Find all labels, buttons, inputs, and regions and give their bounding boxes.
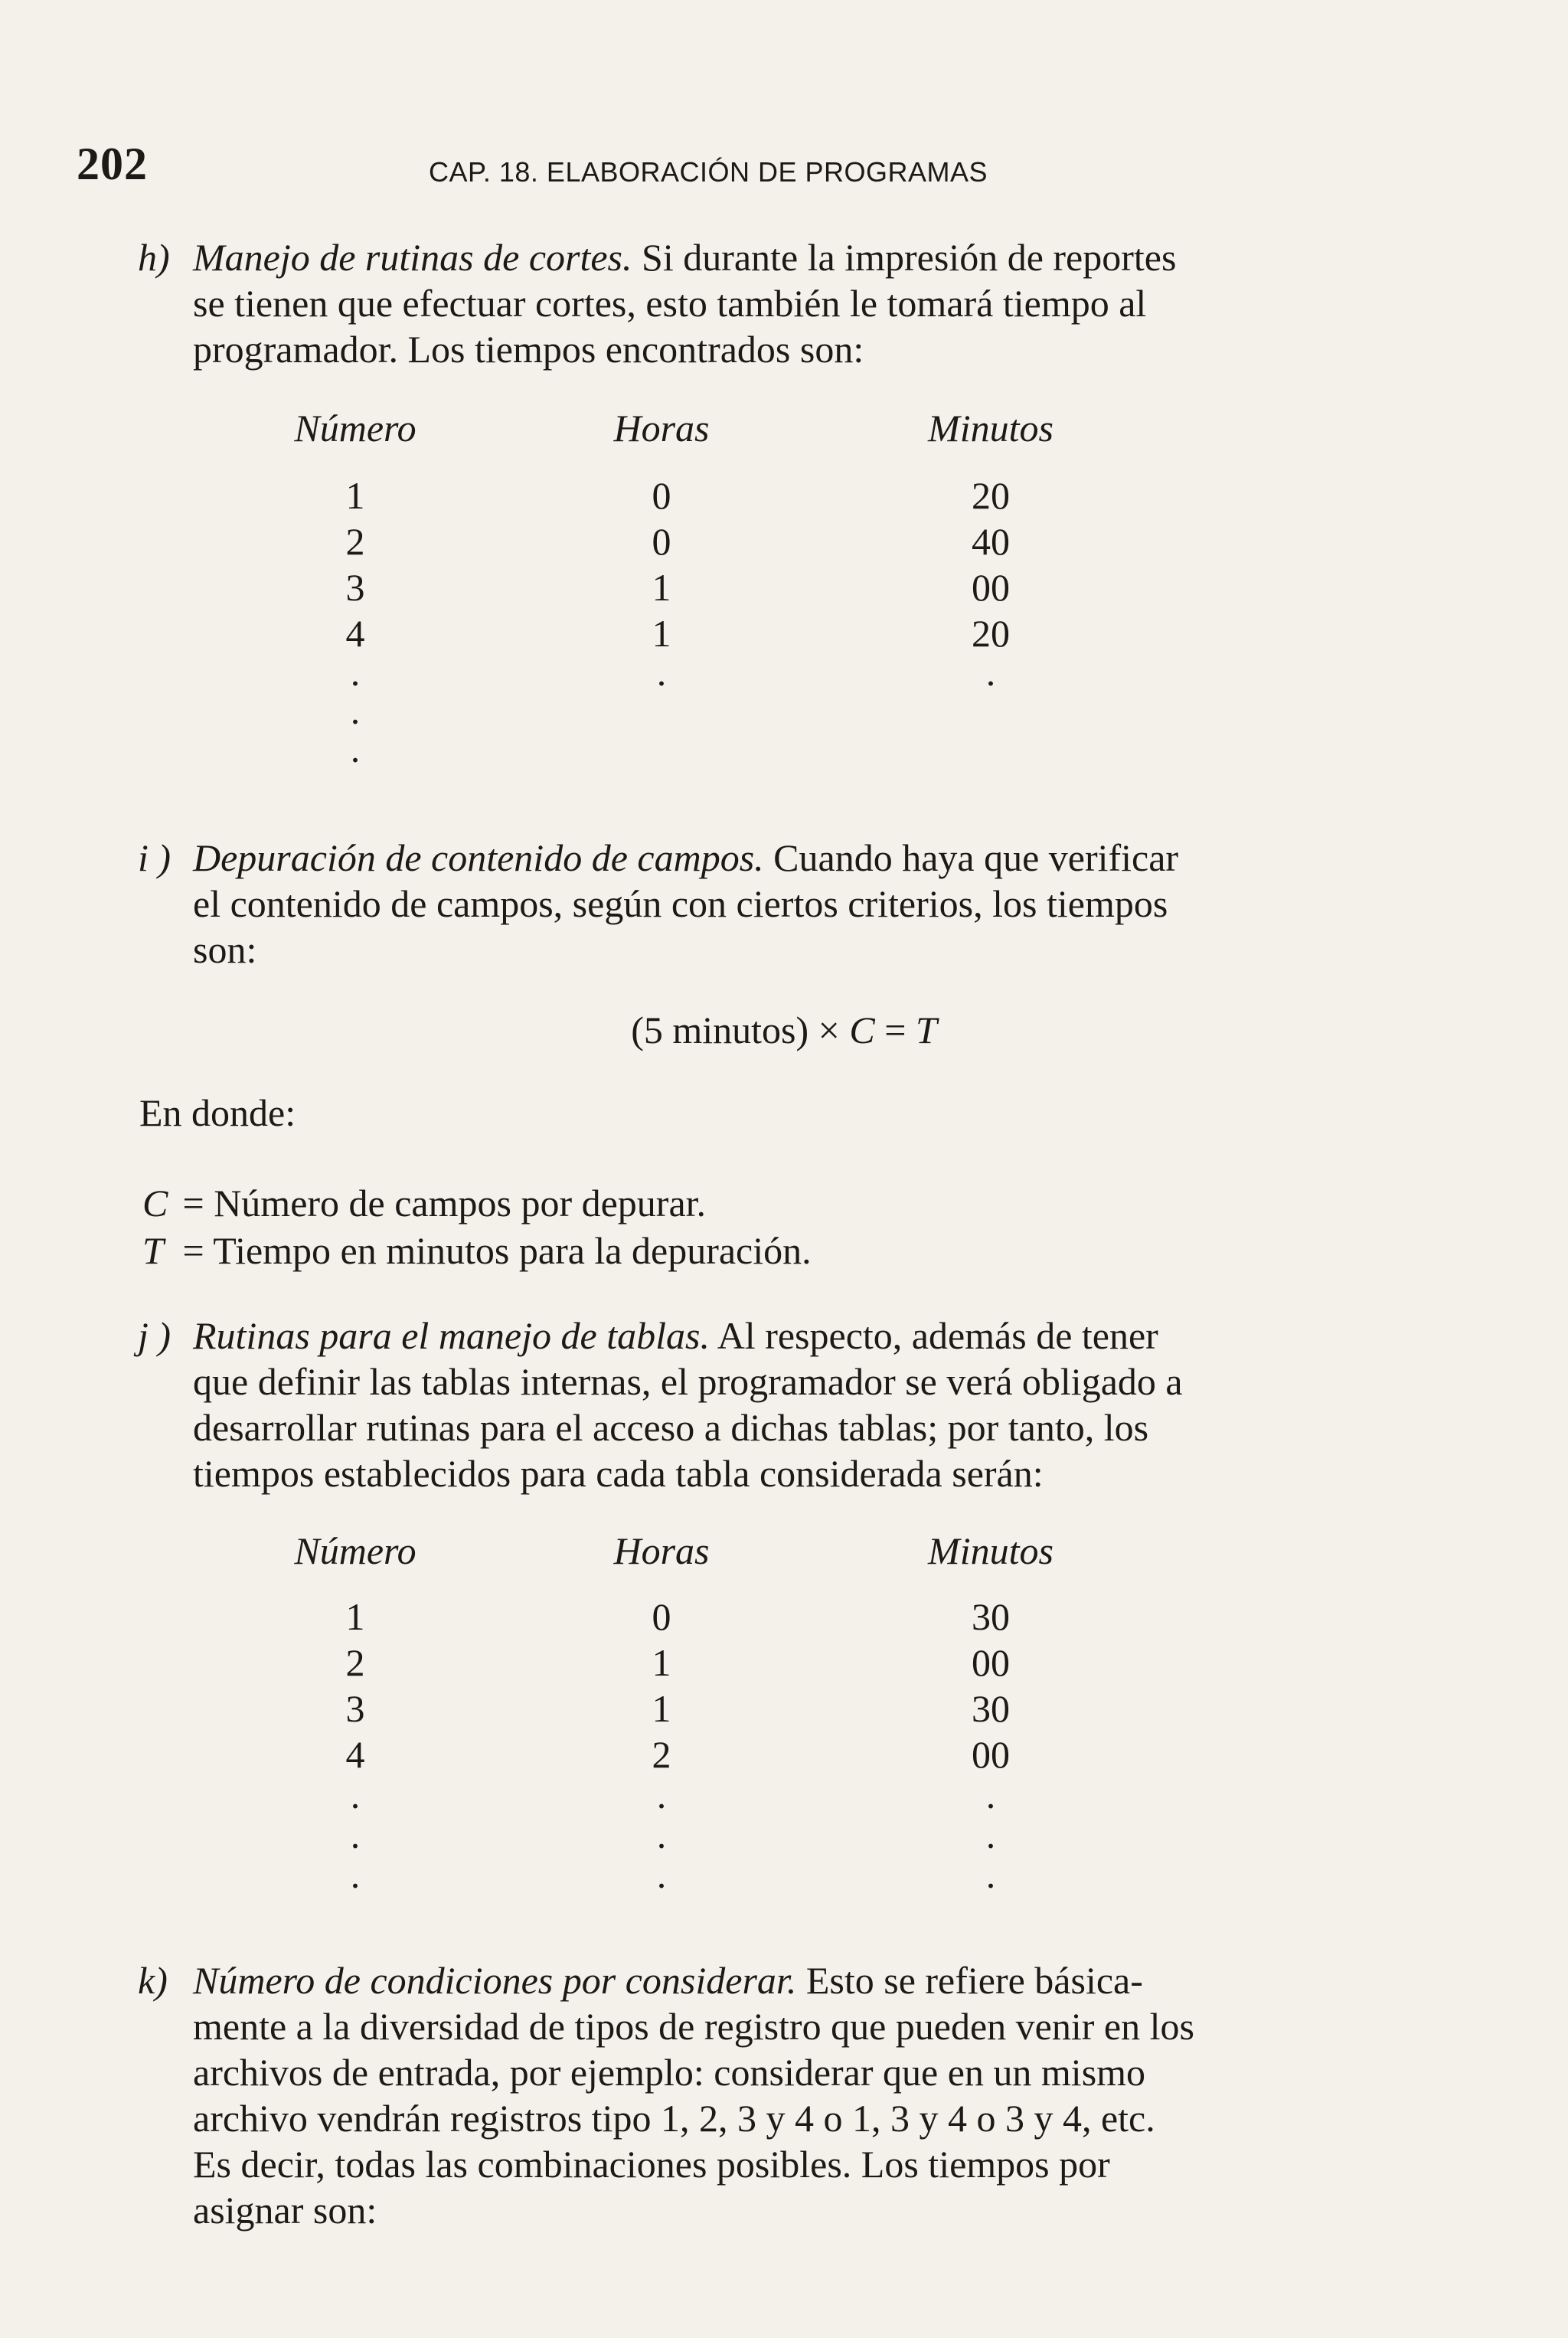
table-row xyxy=(0,1686,1568,1732)
paragraph-line: mente a la diversidad de tipos de registro que pueden venir en los xyxy=(193,2005,1194,2048)
cell-hours: 1 xyxy=(652,1641,671,1684)
cell-hours: 2 xyxy=(652,1733,671,1776)
cell-hours: 1 xyxy=(652,1687,671,1730)
ellipsis-dot: . xyxy=(985,1813,996,1856)
cell-minutes: 00 xyxy=(972,1733,1010,1776)
formula-var-t: T xyxy=(915,1009,937,1051)
table-row xyxy=(0,1594,1568,1640)
formula-text: (5 minutos) × xyxy=(631,1009,850,1051)
section-j xyxy=(138,1313,1340,1496)
column-header-number: Número xyxy=(294,1529,416,1572)
paragraph-line: archivo vendrán registros tipo 1, 2, 3 y 4 o 1, 3 y 4 o 3 y 4, etc. xyxy=(193,2097,1155,2140)
ellipsis-dot: . xyxy=(656,1813,667,1856)
ellipsis-row xyxy=(0,1853,1568,1905)
table-row xyxy=(0,1732,1568,1778)
ellipsis-dot: . xyxy=(985,651,996,694)
section-h xyxy=(138,234,1340,372)
table-row xyxy=(0,565,1568,611)
paragraph-line: Cuando haya que verificar xyxy=(763,836,1179,879)
section-heading: Número de condiciones por considerar. xyxy=(193,1959,797,2002)
page-header xyxy=(77,130,1378,199)
formula-var-c: C xyxy=(849,1009,875,1051)
cell-number: 3 xyxy=(345,566,365,609)
cell-number: 2 xyxy=(345,520,365,563)
table-header xyxy=(0,1529,1568,1574)
ellipsis-dot: . xyxy=(350,1853,361,1896)
ellipsis-dot: . xyxy=(350,1774,361,1816)
definition-list xyxy=(142,1179,812,1274)
paragraph-line: el contenido de campos, según con ciertos criterios, los tiempos xyxy=(193,882,1168,925)
definition-item xyxy=(142,1179,812,1227)
section-heading: Rutinas para el manejo de tablas. xyxy=(193,1314,710,1357)
section-marker: j ) xyxy=(138,1314,172,1357)
ellipsis-dot: . xyxy=(350,1813,361,1856)
definition-text: = Tiempo en minutos para la depuración. xyxy=(173,1229,812,1272)
cell-minutes: 20 xyxy=(972,612,1010,655)
cell-minutes: 20 xyxy=(972,474,1010,517)
paragraph-line: que definir las tablas internas, el programador se verá obligado a xyxy=(193,1360,1183,1403)
ellipsis-dot: . xyxy=(656,1853,667,1896)
cell-hours: 1 xyxy=(652,612,671,655)
table-row xyxy=(0,1640,1568,1686)
paragraph-line: Al respecto, además de tener xyxy=(709,1314,1158,1357)
ellipsis-row xyxy=(0,728,1568,780)
formula xyxy=(0,1008,1568,1052)
paragraph-line: desarrollar rutinas para el acceso a dichas tablas; por tanto, los xyxy=(193,1406,1149,1449)
cell-number: 1 xyxy=(345,1595,365,1638)
page-number: 202 xyxy=(77,139,148,189)
ellipsis-dot: . xyxy=(985,1774,996,1816)
paragraph-line: archivos de entrada, por ejemplo: considerar que en un mismo xyxy=(193,2051,1146,2094)
cell-minutes: 30 xyxy=(972,1687,1010,1730)
running-head: CAP. 18. ELABORACIÓN DE PROGRAMAS xyxy=(429,156,988,188)
ellipsis-row xyxy=(0,1813,1568,1865)
cell-number: 2 xyxy=(345,1641,365,1684)
cell-hours: 1 xyxy=(652,566,671,609)
table-header xyxy=(0,406,1568,452)
table-row xyxy=(0,519,1568,565)
table-row xyxy=(0,611,1568,657)
formula-equals: = xyxy=(874,1009,916,1051)
cell-number: 4 xyxy=(345,1733,365,1776)
definition-item xyxy=(142,1227,812,1274)
cell-number: 3 xyxy=(345,1687,365,1730)
paragraph-line: asignar son: xyxy=(193,2189,377,2232)
section-marker: i ) xyxy=(138,836,172,879)
cell-hours: 0 xyxy=(652,1595,671,1638)
definition-var: T xyxy=(142,1229,164,1272)
definition-var: C xyxy=(142,1182,168,1225)
column-header-minutes: Minutos xyxy=(928,1529,1054,1572)
table-row xyxy=(0,473,1568,519)
ellipsis-row xyxy=(0,1774,1568,1826)
ellipsis-dot: . xyxy=(656,1774,667,1816)
section-heading: Depuración de contenido de campos. xyxy=(193,836,764,879)
en-donde-label: En donde: xyxy=(139,1091,296,1134)
section-marker: k) xyxy=(138,1959,168,2002)
cell-hours: 0 xyxy=(652,474,671,517)
paragraph-line: programador. Los tiempos encontrados son: xyxy=(193,328,864,371)
ellipsis-dot: . xyxy=(985,1853,996,1896)
ellipsis-dot: . xyxy=(656,651,667,694)
definition-text: = Número de campos por depurar. xyxy=(173,1182,707,1225)
section-k xyxy=(138,1957,1340,2233)
column-header-hours: Horas xyxy=(613,1529,710,1572)
paragraph-line: Si durante la impresión de reportes xyxy=(632,236,1177,279)
ellipsis-dot: . xyxy=(350,651,361,694)
column-header-minutes: Minutos xyxy=(928,407,1054,450)
paragraph-line: son: xyxy=(193,928,257,971)
cell-minutes: 00 xyxy=(972,566,1010,609)
section-i xyxy=(138,835,1340,973)
cell-minutes: 30 xyxy=(972,1595,1010,1638)
ellipsis-dot: . xyxy=(350,689,361,732)
column-header-number: Número xyxy=(294,407,416,450)
paragraph-line: Es decir, todas las combinaciones posibles. Los tiempos por xyxy=(193,2143,1110,2186)
paragraph-line: tiempos establecidos para cada tabla considerada serán: xyxy=(193,1452,1044,1495)
column-header-hours: Horas xyxy=(613,407,710,450)
cell-minutes: 40 xyxy=(972,520,1010,563)
paragraph-line: se tienen que efectuar cortes, esto también le tomará tiempo al xyxy=(193,282,1147,325)
cell-number: 4 xyxy=(345,612,365,655)
cell-minutes: 00 xyxy=(972,1641,1010,1684)
cell-number: 1 xyxy=(345,474,365,517)
section-heading: Manejo de rutinas de cortes. xyxy=(193,236,632,279)
paragraph-line: Esto se refiere básica- xyxy=(796,1959,1143,2002)
cell-hours: 0 xyxy=(652,520,671,563)
ellipsis-dot: . xyxy=(350,728,361,770)
section-marker: h) xyxy=(138,236,170,279)
